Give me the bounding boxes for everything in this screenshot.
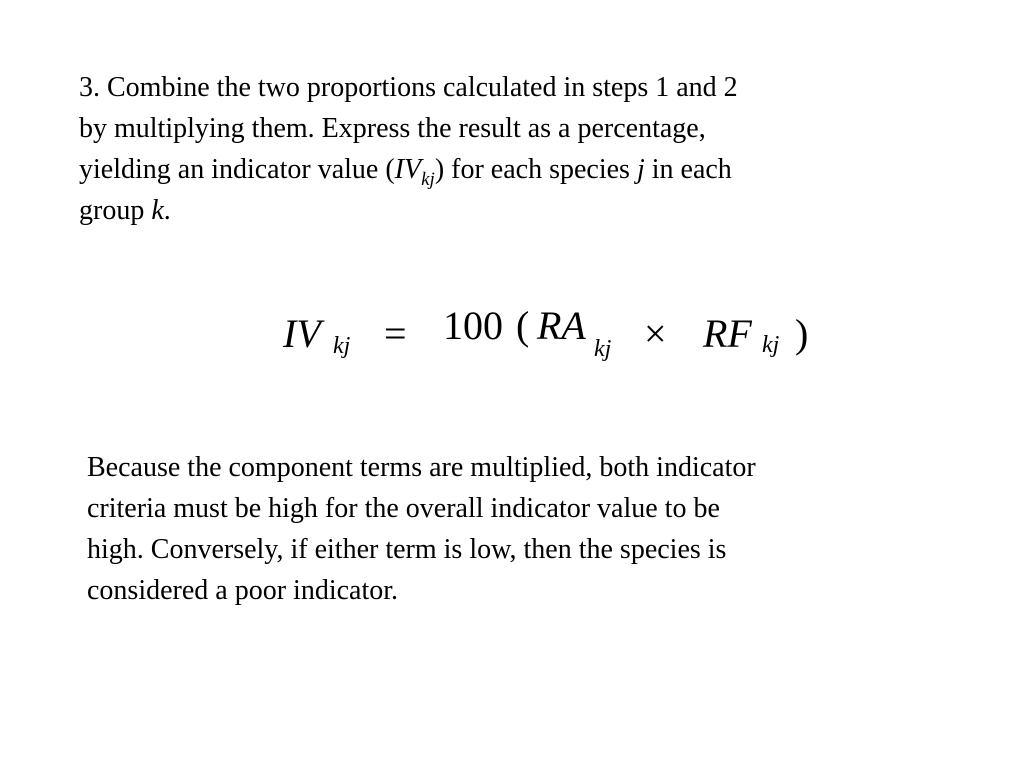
formula-close-paren: ) bbox=[795, 311, 809, 356]
explanation-paragraph bbox=[87, 447, 947, 611]
iv-symbol: IV bbox=[394, 154, 422, 185]
note-line-2: criteria must be high for the overall indicator value to be bbox=[87, 493, 720, 524]
formula-term-ra: RA bbox=[537, 303, 586, 348]
note-line-1: Because the component terms are multiplied, both indicator bbox=[87, 452, 756, 483]
formula-open-paren: ( bbox=[516, 303, 530, 348]
step-line-4 bbox=[79, 190, 919, 231]
step-line-4-text-b: . bbox=[163, 195, 171, 226]
formula-ra-subscript: kj bbox=[594, 336, 612, 362]
note-line-4: considered a poor indicator. bbox=[87, 575, 399, 606]
step-line-3-text-c: in each bbox=[644, 154, 732, 185]
step-line-3 bbox=[79, 149, 919, 190]
step-line-1: 3. Combine the two proportions calculated in steps 1 and 2 bbox=[79, 72, 738, 103]
formula-coefficient: 100 bbox=[443, 303, 503, 348]
formula-times-sign: × bbox=[644, 311, 667, 356]
step-3-paragraph bbox=[79, 67, 919, 231]
formula-equals-sign: = bbox=[384, 311, 407, 356]
formula-rf-subscript: kj bbox=[762, 332, 780, 358]
step-line-3-text-b: ) for each species bbox=[434, 154, 637, 185]
formula-term-rf: RF bbox=[703, 311, 752, 356]
step-line-4-text-a: group bbox=[79, 195, 152, 226]
iv-subscript: kj bbox=[421, 169, 435, 190]
step-line-3-text-a: yielding an indicator value ( bbox=[79, 154, 395, 185]
formula-lhs-iv: IV bbox=[283, 311, 321, 356]
step-line-2: by multiplying them. Express the result as a percentage, bbox=[79, 113, 706, 144]
group-variable-k: k bbox=[151, 195, 164, 226]
note-line-3: high. Conversely, if either term is low, then the species is bbox=[87, 534, 727, 565]
formula-lhs-subscript: kj bbox=[333, 333, 351, 359]
species-variable-j: j bbox=[636, 154, 645, 185]
